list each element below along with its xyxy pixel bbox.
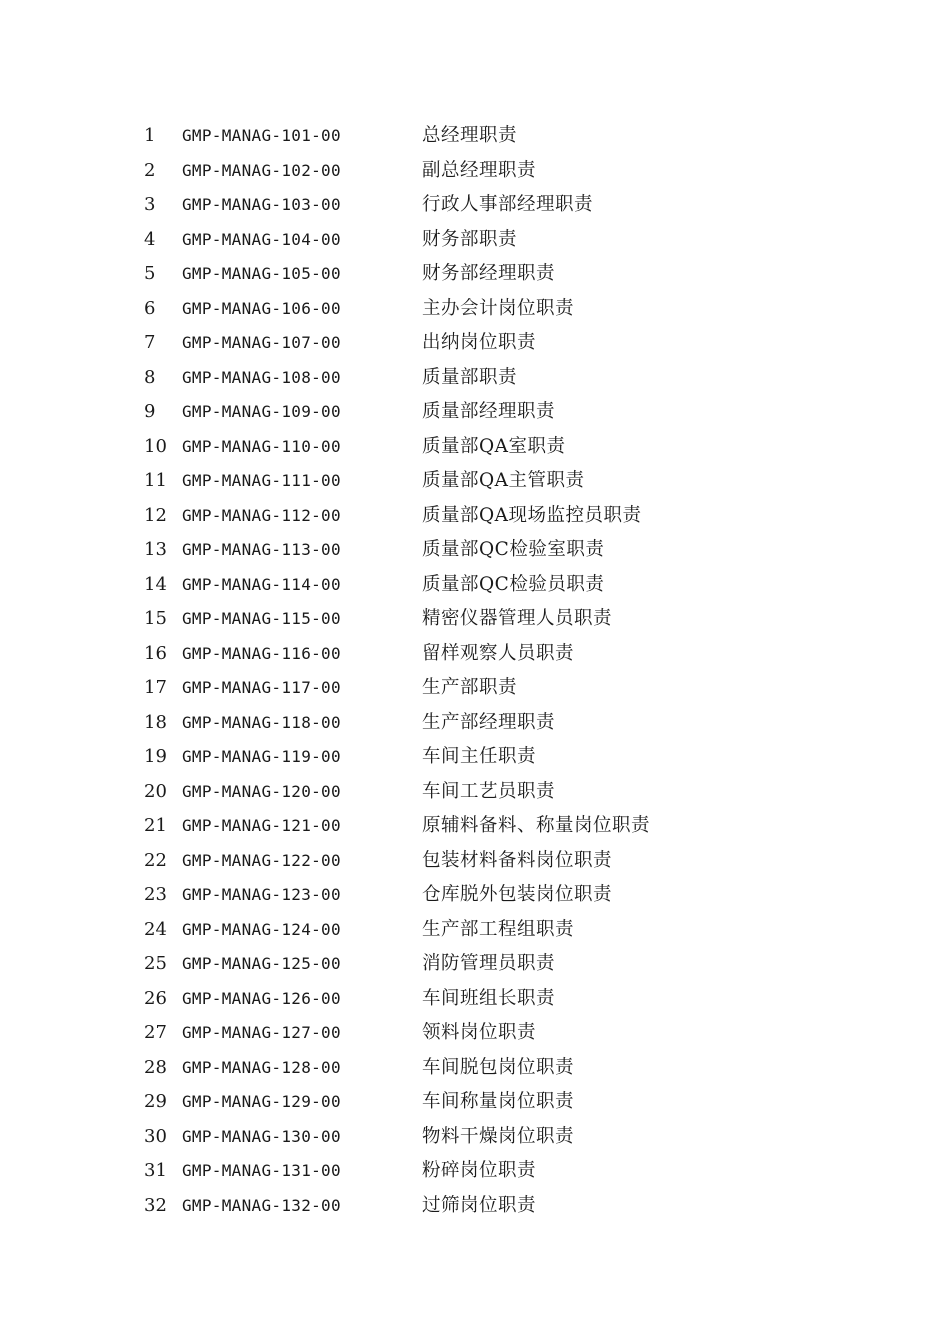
document-code: GMP-MANAG-127-00 — [182, 1023, 341, 1042]
document-title: 副总经理职责 — [422, 159, 537, 181]
row-number: 18 — [144, 711, 167, 733]
list-item — [0, 809, 950, 844]
list-item — [0, 223, 950, 258]
document-title: 精密仪器管理人员职责 — [422, 608, 613, 629]
document-code: GMP-MANAG-124-00 — [182, 919, 341, 939]
document-title: 生产部职责 — [422, 677, 518, 698]
row-number: 21 — [144, 815, 167, 836]
document-code: GMP-MANAG-128-00 — [182, 1057, 341, 1077]
document-title: 总经理职责 — [422, 125, 518, 146]
list-item — [0, 568, 950, 603]
document-title: 车间称量岗位职责 — [422, 1091, 575, 1112]
document-code: GMP-MANAG-104-00 — [182, 229, 341, 249]
document-title: 车间脱包岗位职责 — [422, 1056, 575, 1078]
document-title: 出纳岗位职责 — [422, 332, 537, 353]
row-number: 22 — [144, 849, 167, 871]
document-title: 物料干燥岗位职责 — [422, 1125, 575, 1147]
list-item — [0, 947, 950, 982]
row-number: 17 — [144, 677, 167, 698]
row-number: 10 — [144, 435, 167, 457]
row-number: 16 — [144, 642, 167, 664]
list-item — [0, 119, 950, 154]
document-code: GMP-MANAG-132-00 — [182, 1195, 341, 1215]
document-title: 生产部工程组职责 — [422, 918, 575, 940]
document-title: 仓库脱外包装岗位职责 — [422, 884, 613, 905]
document-code: GMP-MANAG-126-00 — [182, 988, 341, 1008]
row-number: 2 — [144, 159, 156, 181]
document-code: GMP-MANAG-108-00 — [182, 367, 341, 387]
document-title: 主办会计岗位职责 — [422, 297, 575, 319]
list-item — [0, 499, 950, 534]
document-list — [0, 119, 950, 1223]
list-item — [0, 326, 950, 361]
row-number: 26 — [144, 987, 167, 1009]
document-code: GMP-MANAG-109-00 — [182, 402, 341, 421]
document-code: GMP-MANAG-118-00 — [182, 712, 341, 732]
document-title: 质量部QA现场监控员职责 — [422, 504, 642, 526]
list-item — [0, 1120, 950, 1155]
list-item — [0, 982, 950, 1017]
row-number: 3 — [144, 194, 156, 215]
document-title: 行政人事部经理职责 — [422, 194, 594, 215]
document-code: GMP-MANAG-114-00 — [182, 574, 341, 594]
row-number: 14 — [144, 573, 167, 595]
document-code: GMP-MANAG-129-00 — [182, 1092, 341, 1111]
list-item — [0, 602, 950, 637]
list-item — [0, 637, 950, 672]
list-item — [0, 740, 950, 775]
list-item — [0, 671, 950, 706]
list-item — [0, 878, 950, 913]
row-number: 15 — [144, 608, 167, 629]
row-number: 19 — [144, 746, 167, 767]
list-item — [0, 1016, 950, 1051]
document-title: 车间主任职责 — [422, 746, 537, 767]
row-number: 4 — [144, 228, 156, 250]
document-title: 消防管理员职责 — [422, 953, 556, 974]
list-item — [0, 257, 950, 292]
list-item — [0, 154, 950, 189]
list-item — [0, 1189, 950, 1224]
list-item — [0, 533, 950, 568]
document-title: 质量部QA室职责 — [422, 435, 566, 457]
list-item — [0, 913, 950, 948]
document-title: 包装材料备料岗位职责 — [422, 849, 613, 871]
document-code: GMP-MANAG-101-00 — [182, 126, 341, 145]
document-code: GMP-MANAG-107-00 — [182, 333, 341, 352]
document-code: GMP-MANAG-117-00 — [182, 678, 341, 697]
document-title: 车间工艺员职责 — [422, 780, 556, 802]
row-number: 28 — [144, 1056, 167, 1078]
document-code: GMP-MANAG-102-00 — [182, 160, 341, 180]
document-title: 质量部职责 — [422, 366, 518, 388]
document-title: 财务部经理职责 — [422, 263, 556, 284]
document-title: 原辅料备料、称量岗位职责 — [422, 815, 651, 836]
document-title: 生产部经理职责 — [422, 711, 556, 733]
row-number: 27 — [144, 1022, 167, 1043]
list-item — [0, 706, 950, 741]
row-number: 30 — [144, 1125, 167, 1147]
document-code: GMP-MANAG-122-00 — [182, 850, 341, 870]
document-title: 质量部QC检验员职责 — [422, 573, 605, 595]
document-code: GMP-MANAG-105-00 — [182, 264, 341, 283]
document-code: GMP-MANAG-112-00 — [182, 505, 341, 525]
row-number: 6 — [144, 297, 156, 319]
row-number: 8 — [144, 366, 156, 388]
document-code: GMP-MANAG-123-00 — [182, 885, 341, 904]
row-number: 5 — [144, 263, 156, 284]
document-code: GMP-MANAG-120-00 — [182, 781, 341, 801]
row-number: 29 — [144, 1091, 167, 1112]
row-number: 13 — [144, 539, 167, 560]
row-number: 9 — [144, 401, 156, 422]
list-item — [0, 1154, 950, 1189]
row-number: 25 — [144, 953, 167, 974]
row-number: 11 — [144, 470, 167, 491]
row-number: 12 — [144, 504, 167, 526]
document-title: 财务部职责 — [422, 228, 518, 250]
document-code: GMP-MANAG-115-00 — [182, 609, 341, 628]
list-item — [0, 464, 950, 499]
document-title: 领料岗位职责 — [422, 1022, 537, 1043]
list-item — [0, 188, 950, 223]
list-item — [0, 395, 950, 430]
document-title: 粉碎岗位职责 — [422, 1160, 537, 1181]
document-code: GMP-MANAG-125-00 — [182, 954, 341, 973]
document-code: GMP-MANAG-131-00 — [182, 1161, 341, 1180]
document-code: GMP-MANAG-111-00 — [182, 471, 341, 490]
document-code: GMP-MANAG-103-00 — [182, 195, 341, 214]
list-item — [0, 430, 950, 465]
row-number: 7 — [144, 332, 156, 353]
document-title: 车间班组长职责 — [422, 987, 556, 1009]
row-number: 24 — [144, 918, 167, 940]
document-code: GMP-MANAG-121-00 — [182, 816, 341, 835]
list-item — [0, 775, 950, 810]
document-code: GMP-MANAG-106-00 — [182, 298, 341, 318]
list-item — [0, 844, 950, 879]
document-title: 质量部QC检验室职责 — [422, 539, 605, 560]
document-title: 过筛岗位职责 — [422, 1194, 537, 1216]
row-number: 32 — [144, 1194, 167, 1216]
row-number: 20 — [144, 780, 167, 802]
row-number: 31 — [144, 1160, 167, 1181]
document-code: GMP-MANAG-110-00 — [182, 436, 341, 456]
list-item — [0, 361, 950, 396]
document-title: 质量部经理职责 — [422, 401, 556, 422]
list-item — [0, 292, 950, 327]
document-code: GMP-MANAG-113-00 — [182, 540, 341, 559]
document-title: 留样观察人员职责 — [422, 642, 575, 664]
document-code: GMP-MANAG-130-00 — [182, 1126, 341, 1146]
list-item — [0, 1051, 950, 1086]
document-title: 质量部QA主管职责 — [422, 470, 585, 491]
row-number: 23 — [144, 884, 167, 905]
document-code: GMP-MANAG-119-00 — [182, 747, 341, 766]
list-item — [0, 1085, 950, 1120]
row-number: 1 — [144, 125, 156, 146]
document-code: GMP-MANAG-116-00 — [182, 643, 341, 663]
